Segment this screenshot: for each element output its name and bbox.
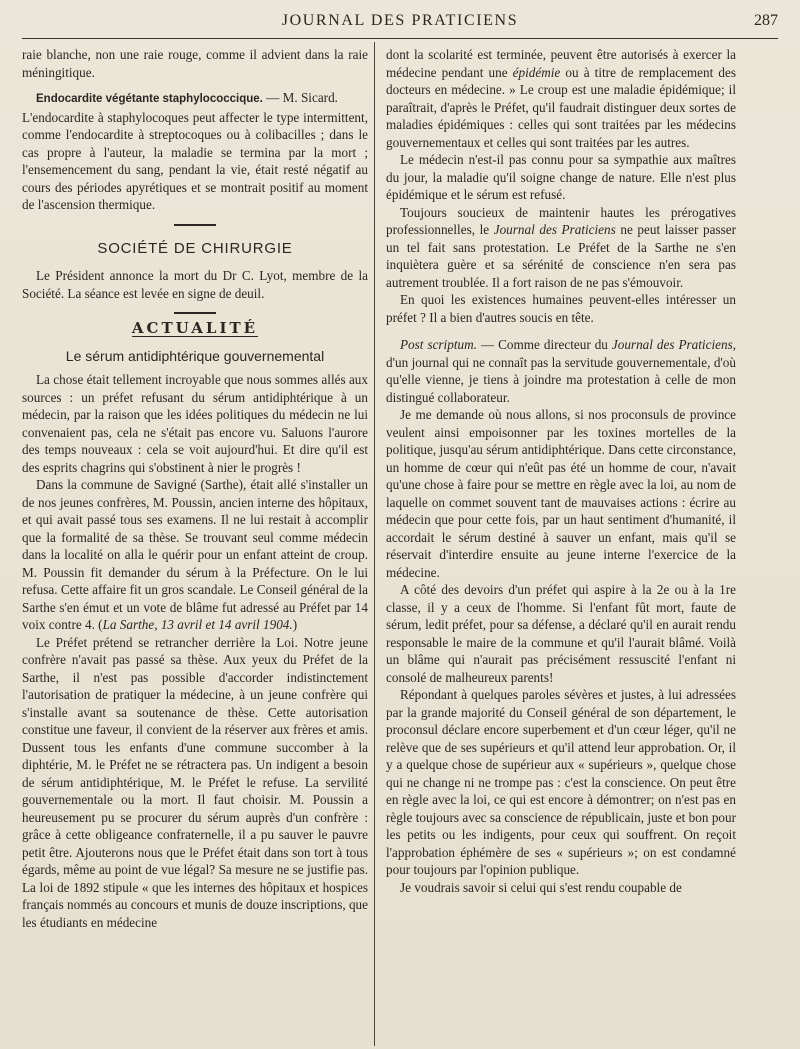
endocarditis-body: L'endocardite à staphylocoques peut affecter le type intermittent, comme l'endocardite à streptocoques ou à colibacilles ; dans le cas propre à l'auteur, la maladie se termina par la mort ; l'ensemencement du sang, pendant la vie, était resté négatif au cours des périodes apyrétiques et se montrait positif au moment de l'ascension thermique. xyxy=(22,109,368,212)
paragraph xyxy=(22,476,368,634)
paragraph: Le Préfet prétend se retrancher derrière la Loi. Notre jeune confrère n'avait pas passé sa thèse. Aux yeux du Préfet de la Sarthe, il n'est pas possible d'accorder indistinctement l'autorisation de pratiquer la médecine, à un jeune confrère qui s'installe avant sa soutenance de thèse. Cette autorisation constitue une faveur, il convient de la réserver aux frères et amis. Dussent tous les enfants d'une commune succomber à la diphtérie, M. le Préfet ne se rétractera pas. Un indigent a besoin de sérum antidiphtérique, M. le Préfet le refuse. La servilité gouvernementale ou la mort. Il faut choisir. M. Poussin a heureusement pu se procurer du sérum auprès d'un confrère : grâce à cette obligeance confraternelle, il a pu sauver le pauvre petit être. Ajouterons nous que le Préfet était dans son tort à tous égards, même au point de vue légal? Sa mesure ne se justifie pas. La loi de 1892 stipule « que les internes des hôpitaux et hospices français nommés au concours et munis de douze inscriptions, que les étudiants en médecine xyxy=(22,634,368,930)
separator-rule xyxy=(174,224,216,226)
society-heading: SOCIÉTÉ DE CHIRURGIE xyxy=(97,239,293,257)
endocarditis-author: — M. Sicard. xyxy=(266,90,338,105)
paragraph-text: dont la scolarité est terminée, peuvent être autorisés à exercer la médecine pendant une xyxy=(386,47,736,80)
citation: La Sarthe, 13 avril et 14 avril 1904. xyxy=(102,617,293,632)
endocarditis-title: Endocardite végétante staphylococcique. xyxy=(36,93,263,105)
paragraph: A côté des devoirs d'un préfet qui aspire à la 2e ou à la 1re classe, il y a ceux de l'homme. Si l'enfant fût mort, faute de sérum, ledit préfet, pour sa défense, a déclaré qu'il en aurait rendu responsable le maire de la commune et qu'il l'aurait blâmé. Voilà un blâme qui n'aurait pas précisément ressuscité l'enfant ni consolé de malheureux parents! xyxy=(386,582,736,685)
paragraph: Répondant à quelques paroles sévères et justes, à lui adressées par la grande majorité du Conseil général de son département, le proconsul déclare encore superbement et d'un cœur léger, qu'il ne relève que de ses supérieurs et qu'il attend leur approbation. Or, il y a quelque chose de supérieur aux « supérieurs », quelque chose qui ne change ni ne trompe pas : c'est la conscience. On peut être en règle avec la loi, ce qui est encore à démontrer; on n'est pas en règle toujours avec sa conscience de républicain, juste et bon pour les petits ou les indigents, pour ceux qui souffrent. On reçoit l'approbation éphémère de ses « supérieurs »; on est condamné pour toujours par l'opinion publique. xyxy=(386,687,736,877)
paragraph-text: Dans la commune de Savigné (Sarthe), était allé s'installer un de nos jeunes confrères, M. Poussin, ancien interne des hôpitaux, et qui avait passé tous ses examens. Il ne lui restait à accomplir que la formalité de sa thèse. Se trouvant seul comme médecin dans la localité on alla le quérir pour un enfant atteint de croup. M. Poussin fit demander du sérum à la Préfecture. On le lui refusa. Cette affaire fit un gros scandale. Le Conseil général de la Sarthe s'en émut et un vote de blâme fut adressé au Préfet par 14 voix contre 4. ( xyxy=(22,477,368,632)
page-header xyxy=(22,10,778,36)
article-title: Le sérum antidiphtérique gouvernemental xyxy=(65,347,325,364)
endocarditis-entry xyxy=(22,89,368,109)
paragraph-text: — Comme directeur du xyxy=(476,337,612,352)
paragraph xyxy=(386,336,736,406)
paragraph-text: ne peut laisser passer un tel fait sans protestation. Le Préfet de la Sarthe ne s'en inquiètera guère et sa sérénité de conscience n'en sera pas autrement troublée. Il a fort raison de ne pas s'émouvoir. xyxy=(386,222,736,290)
paragraph-text: Toujours soucieux de maintenir hautes les prérogatives professionnelles, le xyxy=(386,204,736,237)
paragraph-text: , d'un journal qui ne connaît pas la servitude gouvernementale, d'où qu'elle vienne, je tiens à joindre ma protestation à celle de mon distingué collaborateur. xyxy=(386,337,736,405)
column-divider xyxy=(374,42,375,1046)
emphasis: épidémie xyxy=(512,64,561,80)
left-column xyxy=(22,46,368,1046)
separator-rule xyxy=(174,312,216,314)
ps-label: Post scriptum. xyxy=(400,337,477,352)
post-scriptum xyxy=(386,336,736,896)
paragraph: En quoi les existences humaines peuvent-elles intéresser un préfet ? Il a bien d'autres soucis en tête. xyxy=(386,292,736,325)
actualite-heading: ACTUALITÉ xyxy=(131,319,259,337)
society-body: Le Président annonce la mort du Dr C. Lyot, membre de la Société. La séance est levée en signe de deuil. xyxy=(22,268,368,301)
paragraph xyxy=(386,204,736,292)
page-number: 287 xyxy=(754,12,778,29)
journal-title: JOURNAL DES PRATICIENS xyxy=(281,12,519,29)
header-rule xyxy=(22,38,778,39)
right-column xyxy=(386,46,736,1046)
paragraph: raie blanche, non une raie rouge, comme il advient dans la raie méningitique. xyxy=(22,47,368,80)
paragraph-text: ) xyxy=(292,617,298,632)
paragraph-text: ou à titre de remplacement des docteurs en médecine. » Le croup est une maladie épidémique; il paraîtrait, d'après le Préfet, qu'il faudrait distinguer deux sortes de maladies épidémiques : celles qui sont traitées par les médecins gouvernementaux et celles qui sont traitées par les autres. xyxy=(386,64,736,150)
paragraph: Je me demande où nous allons, si nos proconsuls de province veulent ainsi empoisonner par les toxines mortelles de la politique, jusqu'au sérum antidiphtérique. Dans cette circonstance, un homme de cœur qui n'eût pas été un homme de cour, n'avait qu'une chose à faire pour se mettre en règle avec la loi, au nom de laquelle on commet souvent tant de mauvaises actions : écrire au médecin que pour cette fois, par un haut sentiment d'humanité, il accordait le sérum destiné à sauver un enfant, mais qu'il se réservait d'interdire ensuite au jeune interne l'exercice de la médecine. xyxy=(386,407,736,580)
paragraph: Le médecin n'est-il pas connu pour sa sympathie aux maîtres du jour, la maladie qu'il soigne change de nature. Elle n'est plus épidémique et le sérum est refusé. xyxy=(386,152,736,202)
paragraph: La chose était tellement incroyable que nous sommes allés aux sources : un préfet refusant du sérum antidiphtérique à un médecin, par la raison que les idées politiques du médecin ne lui convenaient pas, cela ne s'était pas encore vu. Saluons l'aurore des temps nouveaux : cela se voit aujourd'hui. Et dire qu'il est des esprits chagrins qui s'obstinent à nier le progrès ! xyxy=(22,372,368,475)
journal-name: Journal des Praticiens xyxy=(611,337,733,352)
journal-name: Journal des Praticiens xyxy=(493,222,616,237)
paragraph: Je voudrais savoir si celui qui s'est rendu coupable de xyxy=(400,879,682,895)
paragraph xyxy=(386,46,736,151)
